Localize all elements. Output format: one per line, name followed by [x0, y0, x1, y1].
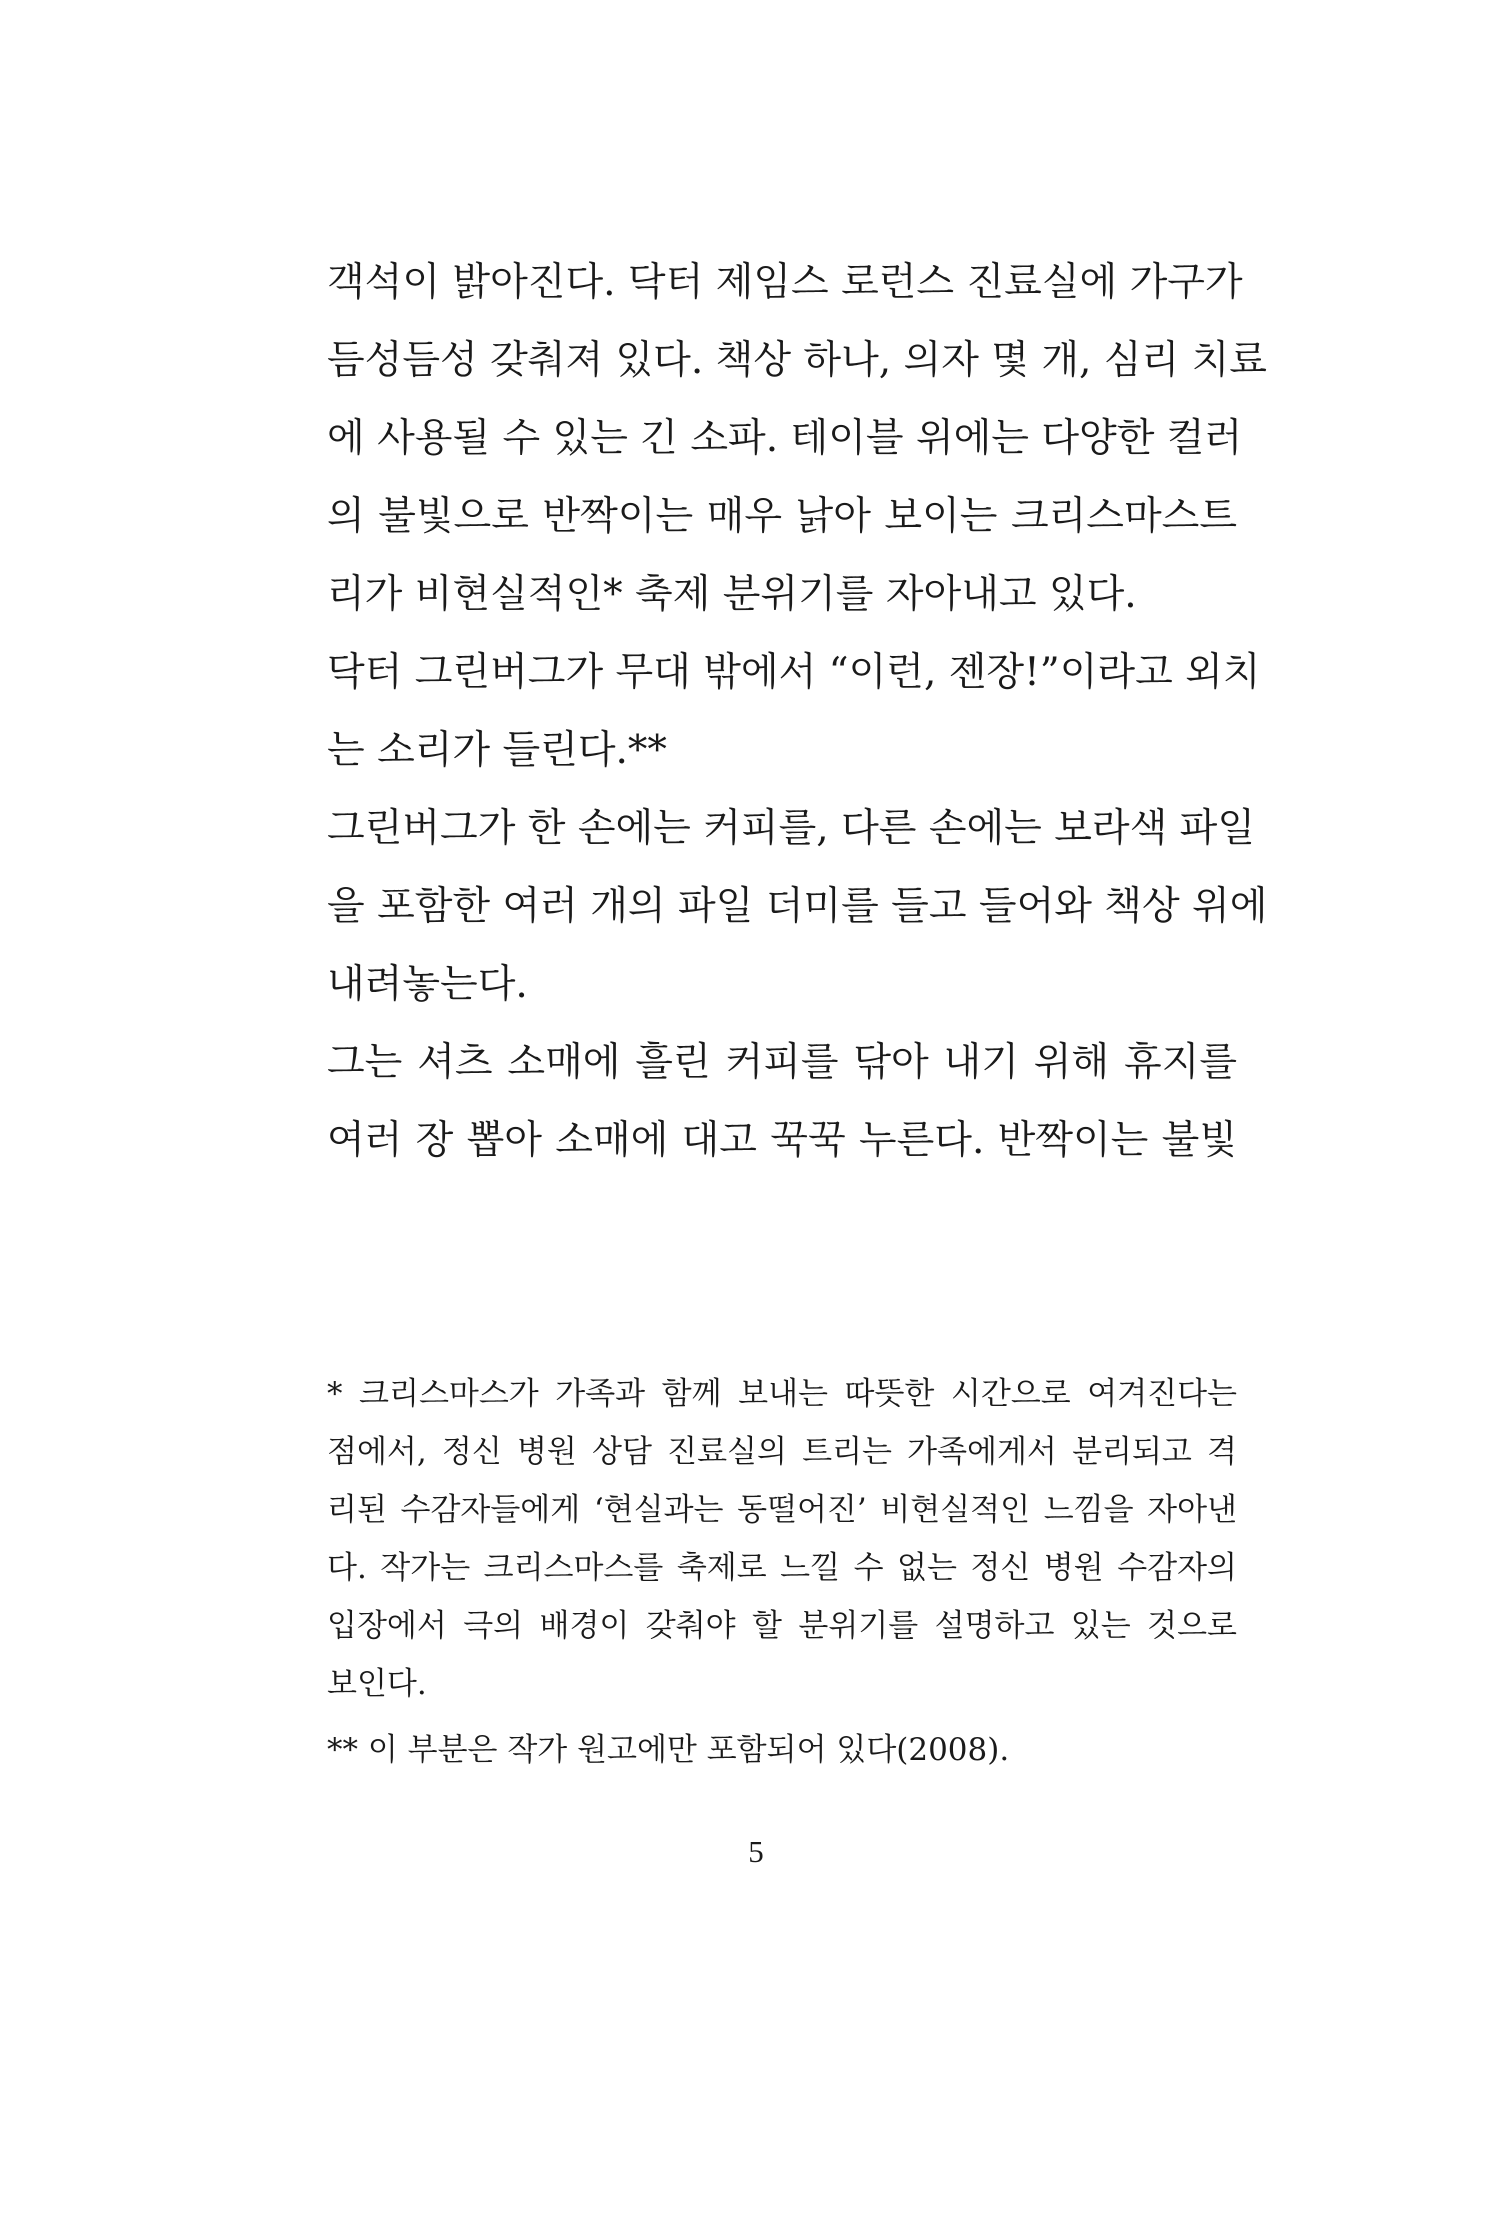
body-line: 그린버그가 한 손에는 커피를, 다른 손에는 보라색 파일	[327, 806, 1256, 851]
body-line: 듬성듬성 갖춰져 있다. 책상 하나, 의자 몇 개, 심리 치료	[327, 338, 1267, 383]
body-line: 여러 장 뽑아 소매에 대고 꾹꾹 누른다. 반짝이는 불빛	[327, 1118, 1237, 1163]
footnote-line: 다. 작가는 크리스마스를 축제로 느낄 수 없는 정신 병원 수감자의	[327, 1550, 1237, 1586]
footnote-line: 보인다.	[327, 1666, 427, 1702]
footnote-line: * 크리스마스가 가족과 함께 보내는 따뜻한 시간으로 여겨진다는	[327, 1376, 1237, 1412]
footnote-line: ** 이 부분은 작가 원고에만 포함되어 있다(2008).	[327, 1732, 1010, 1768]
body-line: 리가 비현실적인* 축제 분위기를 자아내고 있다.	[327, 572, 1137, 617]
footnote-line: 입장에서 극의 배경이 갖춰야 할 분위기를 설명하고 있는 것으로	[327, 1608, 1237, 1644]
body-line: 을 포함한 여러 개의 파일 더미를 들고 들어와 책상 위에	[327, 884, 1268, 929]
body-line: 의 불빛으로 반짝이는 매우 낡아 보이는 크리스마스트	[327, 494, 1237, 539]
body-line: 닥터 그린버그가 무대 밖에서 “이런, 젠장!”이라고 외치	[327, 650, 1261, 695]
body-line: 객석이 밝아진다. 닥터 제임스 로런스 진료실에 가구가	[327, 260, 1243, 305]
body-line: 내려놓는다.	[327, 962, 528, 1007]
body-line: 에 사용될 수 있는 긴 소파. 테이블 위에는 다양한 컬러	[327, 416, 1243, 461]
footnote-line: 리된 수감자들에게 ‘현실과는 동떨어진’ 비현실적인 느낌을 자아낸	[327, 1492, 1237, 1528]
footnote-line: 점에서, 정신 병원 상담 진료실의 트리는 가족에게서 분리되고 격	[327, 1434, 1237, 1470]
body-line: 는 소리가 들린다.**	[327, 728, 667, 773]
body-line: 그는 셔츠 소매에 흘린 커피를 닦아 내기 위해 휴지를	[327, 1040, 1237, 1085]
page-number: 5	[748, 1834, 764, 1869]
